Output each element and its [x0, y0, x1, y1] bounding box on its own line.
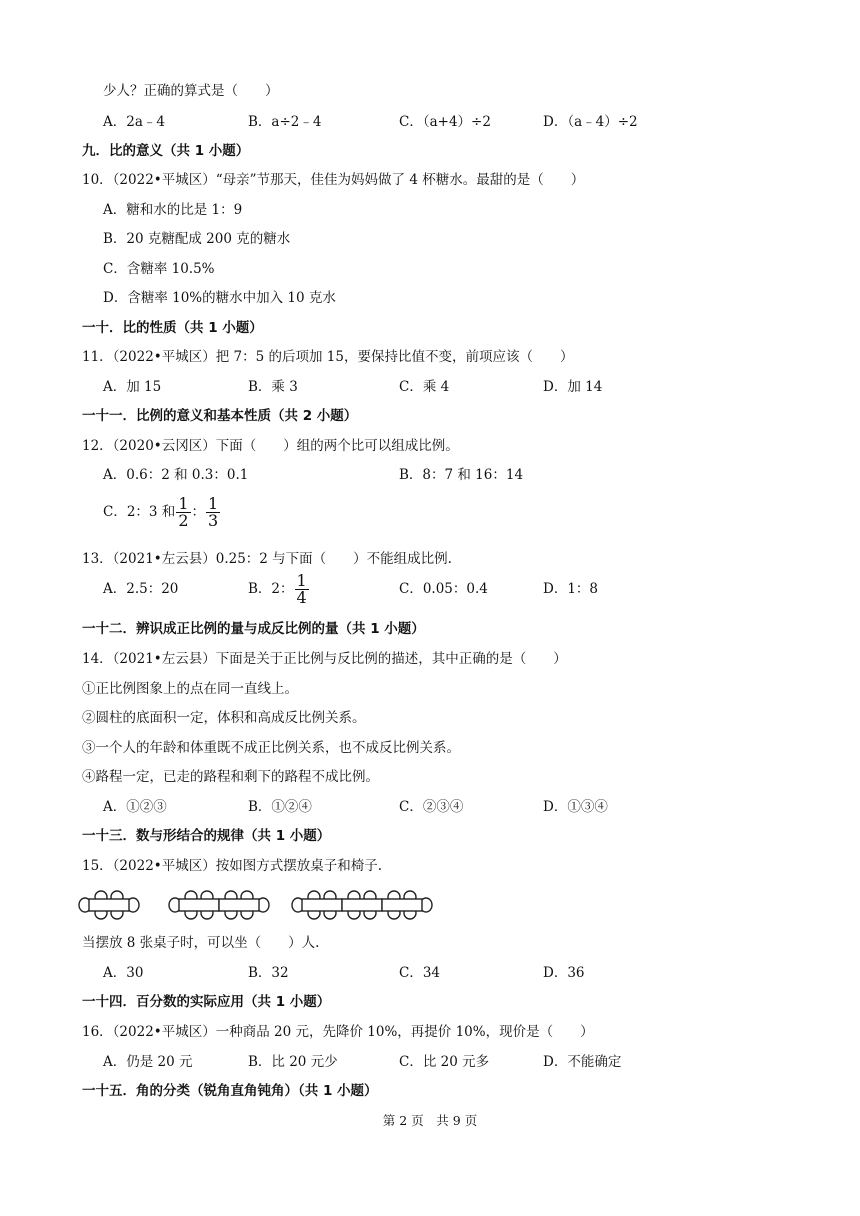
question-stem-continued: 少人？正确的算式是（ ）: [103, 83, 279, 99]
question-stem: 12．（2020•云冈区）下面（ ）组的两个比可以组成比例。: [82, 438, 459, 454]
option-a: A．糖和水的比是 1：9: [103, 202, 243, 218]
option-a: A．0.6：2 和 0.3：0.1: [103, 467, 249, 483]
footer-mid: 页 共: [411, 1113, 449, 1128]
option-d: D．36: [543, 965, 585, 981]
option-a: A．2a﹣4: [103, 114, 165, 130]
option-b: B．8：7 和 16：14: [399, 467, 524, 483]
statement-2: ②圆柱的底面积一定，体积和高成反比例关系。: [82, 710, 366, 726]
fraction: [176, 496, 190, 529]
fraction: [206, 496, 220, 529]
footer-suffix: 页: [464, 1113, 478, 1128]
ratio-colon: ：: [191, 504, 205, 520]
table-arrangement-3: [292, 891, 432, 919]
option-b: B．a÷2﹣4: [248, 114, 322, 130]
option-b: B．乘 3: [248, 379, 298, 395]
statement-4: ④路程一定，已走的路程和剩下的路程不成比例。: [82, 769, 379, 785]
table-arrangement-1: [79, 891, 139, 919]
question-stem-continued: 当摆放 8 张桌子时，可以坐（ ）人.: [82, 935, 320, 951]
option-d: D．1：8: [543, 581, 599, 597]
fraction-numerator: 1: [178, 494, 189, 513]
option-c: C．0.05：0.4: [399, 581, 488, 597]
fraction-numerator: 1: [296, 571, 307, 590]
section-heading: 一十一．比例的意义和基本性质（共 2 小题）: [82, 408, 358, 424]
fraction-denominator: 2: [178, 511, 189, 530]
tables-and-chairs-figure: [78, 886, 438, 926]
option-a: A．30: [103, 965, 144, 981]
section-heading: 九．比的意义（共 1 小题）: [82, 143, 250, 159]
option-b: [248, 571, 310, 607]
option-b: B．20 克糖配成 200 克的糖水: [103, 231, 291, 247]
option-c: C．乘 4: [399, 379, 450, 395]
option-b: B．①②④: [248, 799, 312, 815]
option-d: D．（a﹣4）÷2: [543, 114, 638, 130]
section-heading: 一十三．数与形结合的规律（共 1 小题）: [82, 828, 331, 844]
fraction-denominator: 3: [208, 511, 219, 530]
question-stem: 14．（2021•左云县）下面是关于正比例与反比例的描述，其中正确的是（ ）: [82, 651, 567, 667]
question-stem: 11．（2022•平城区）把 7：5 的后项加 15，要保持比值不变，前项应该（ ）: [82, 349, 574, 365]
option-a: A．①②③: [103, 799, 167, 815]
option-a: A．加 15: [103, 379, 162, 395]
question-stem: 15．（2022•平城区）按如图方式摆放桌子和椅子.: [82, 858, 383, 874]
option-c: C．含糖率 10.5%: [103, 261, 215, 277]
option-d: D．含糖率 10%的糖水中加入 10 克水: [103, 290, 336, 306]
fraction-numerator: 1: [208, 494, 219, 513]
statement-1: ①正比例图象上的点在同一直线上。: [82, 681, 298, 697]
option-a: A．仍是 20 元: [103, 1054, 193, 1070]
page-footer: [0, 1111, 860, 1129]
section-heading: 一十二．辨识成正比例的量与成反比例的量（共 1 小题）: [82, 621, 425, 637]
fraction: [295, 573, 309, 606]
footer-prefix: 第: [382, 1113, 396, 1128]
question-stem: 16．（2022•平城区）一种商品 20 元，先降价 10%，再提价 10%，现价是（ ）: [82, 1024, 594, 1040]
option-d: D．不能确定: [543, 1054, 622, 1070]
option-d: D．加 14: [543, 379, 603, 395]
fraction-denominator: 4: [296, 588, 307, 607]
current-page-number: 2: [399, 1113, 408, 1128]
option-b: B．32: [248, 965, 289, 981]
option-d: D．①③④: [543, 799, 608, 815]
section-heading: 一十五．角的分类（锐角直角钝角）（共 1 小题）: [82, 1083, 378, 1099]
question-stem: 10．（2022•平城区）“母亲”节那天，佳佳为妈妈做了 4 杯糖水。最甜的是（ ）: [82, 172, 585, 188]
option-a: A．2.5：20: [103, 581, 179, 597]
option-c: C．②③④: [399, 799, 464, 815]
option-c: C．34: [399, 965, 441, 981]
option-b: B．比 20 元少: [248, 1054, 338, 1070]
total-page-number: 9: [452, 1113, 461, 1128]
statement-3: ③一个人的年龄和体重既不成正比例关系，也不成反比例关系。: [82, 740, 460, 756]
option-b-prefix: B．2：: [248, 581, 294, 597]
option-c: [103, 494, 221, 530]
question-stem: 13．（2021•左云县）0.25：2 与下面（ ）不能组成比例.: [82, 551, 452, 567]
section-heading: 一十四．百分数的实际应用（共 1 小题）: [82, 994, 331, 1010]
option-c: C．比 20 元多: [399, 1054, 490, 1070]
option-c-prefix: C．2：3 和: [103, 504, 176, 520]
table-arrangement-2: [169, 891, 269, 919]
section-heading: 一十．比的性质（共 1 小题）: [82, 320, 263, 336]
option-c: C．（a+4）÷2: [399, 114, 491, 130]
